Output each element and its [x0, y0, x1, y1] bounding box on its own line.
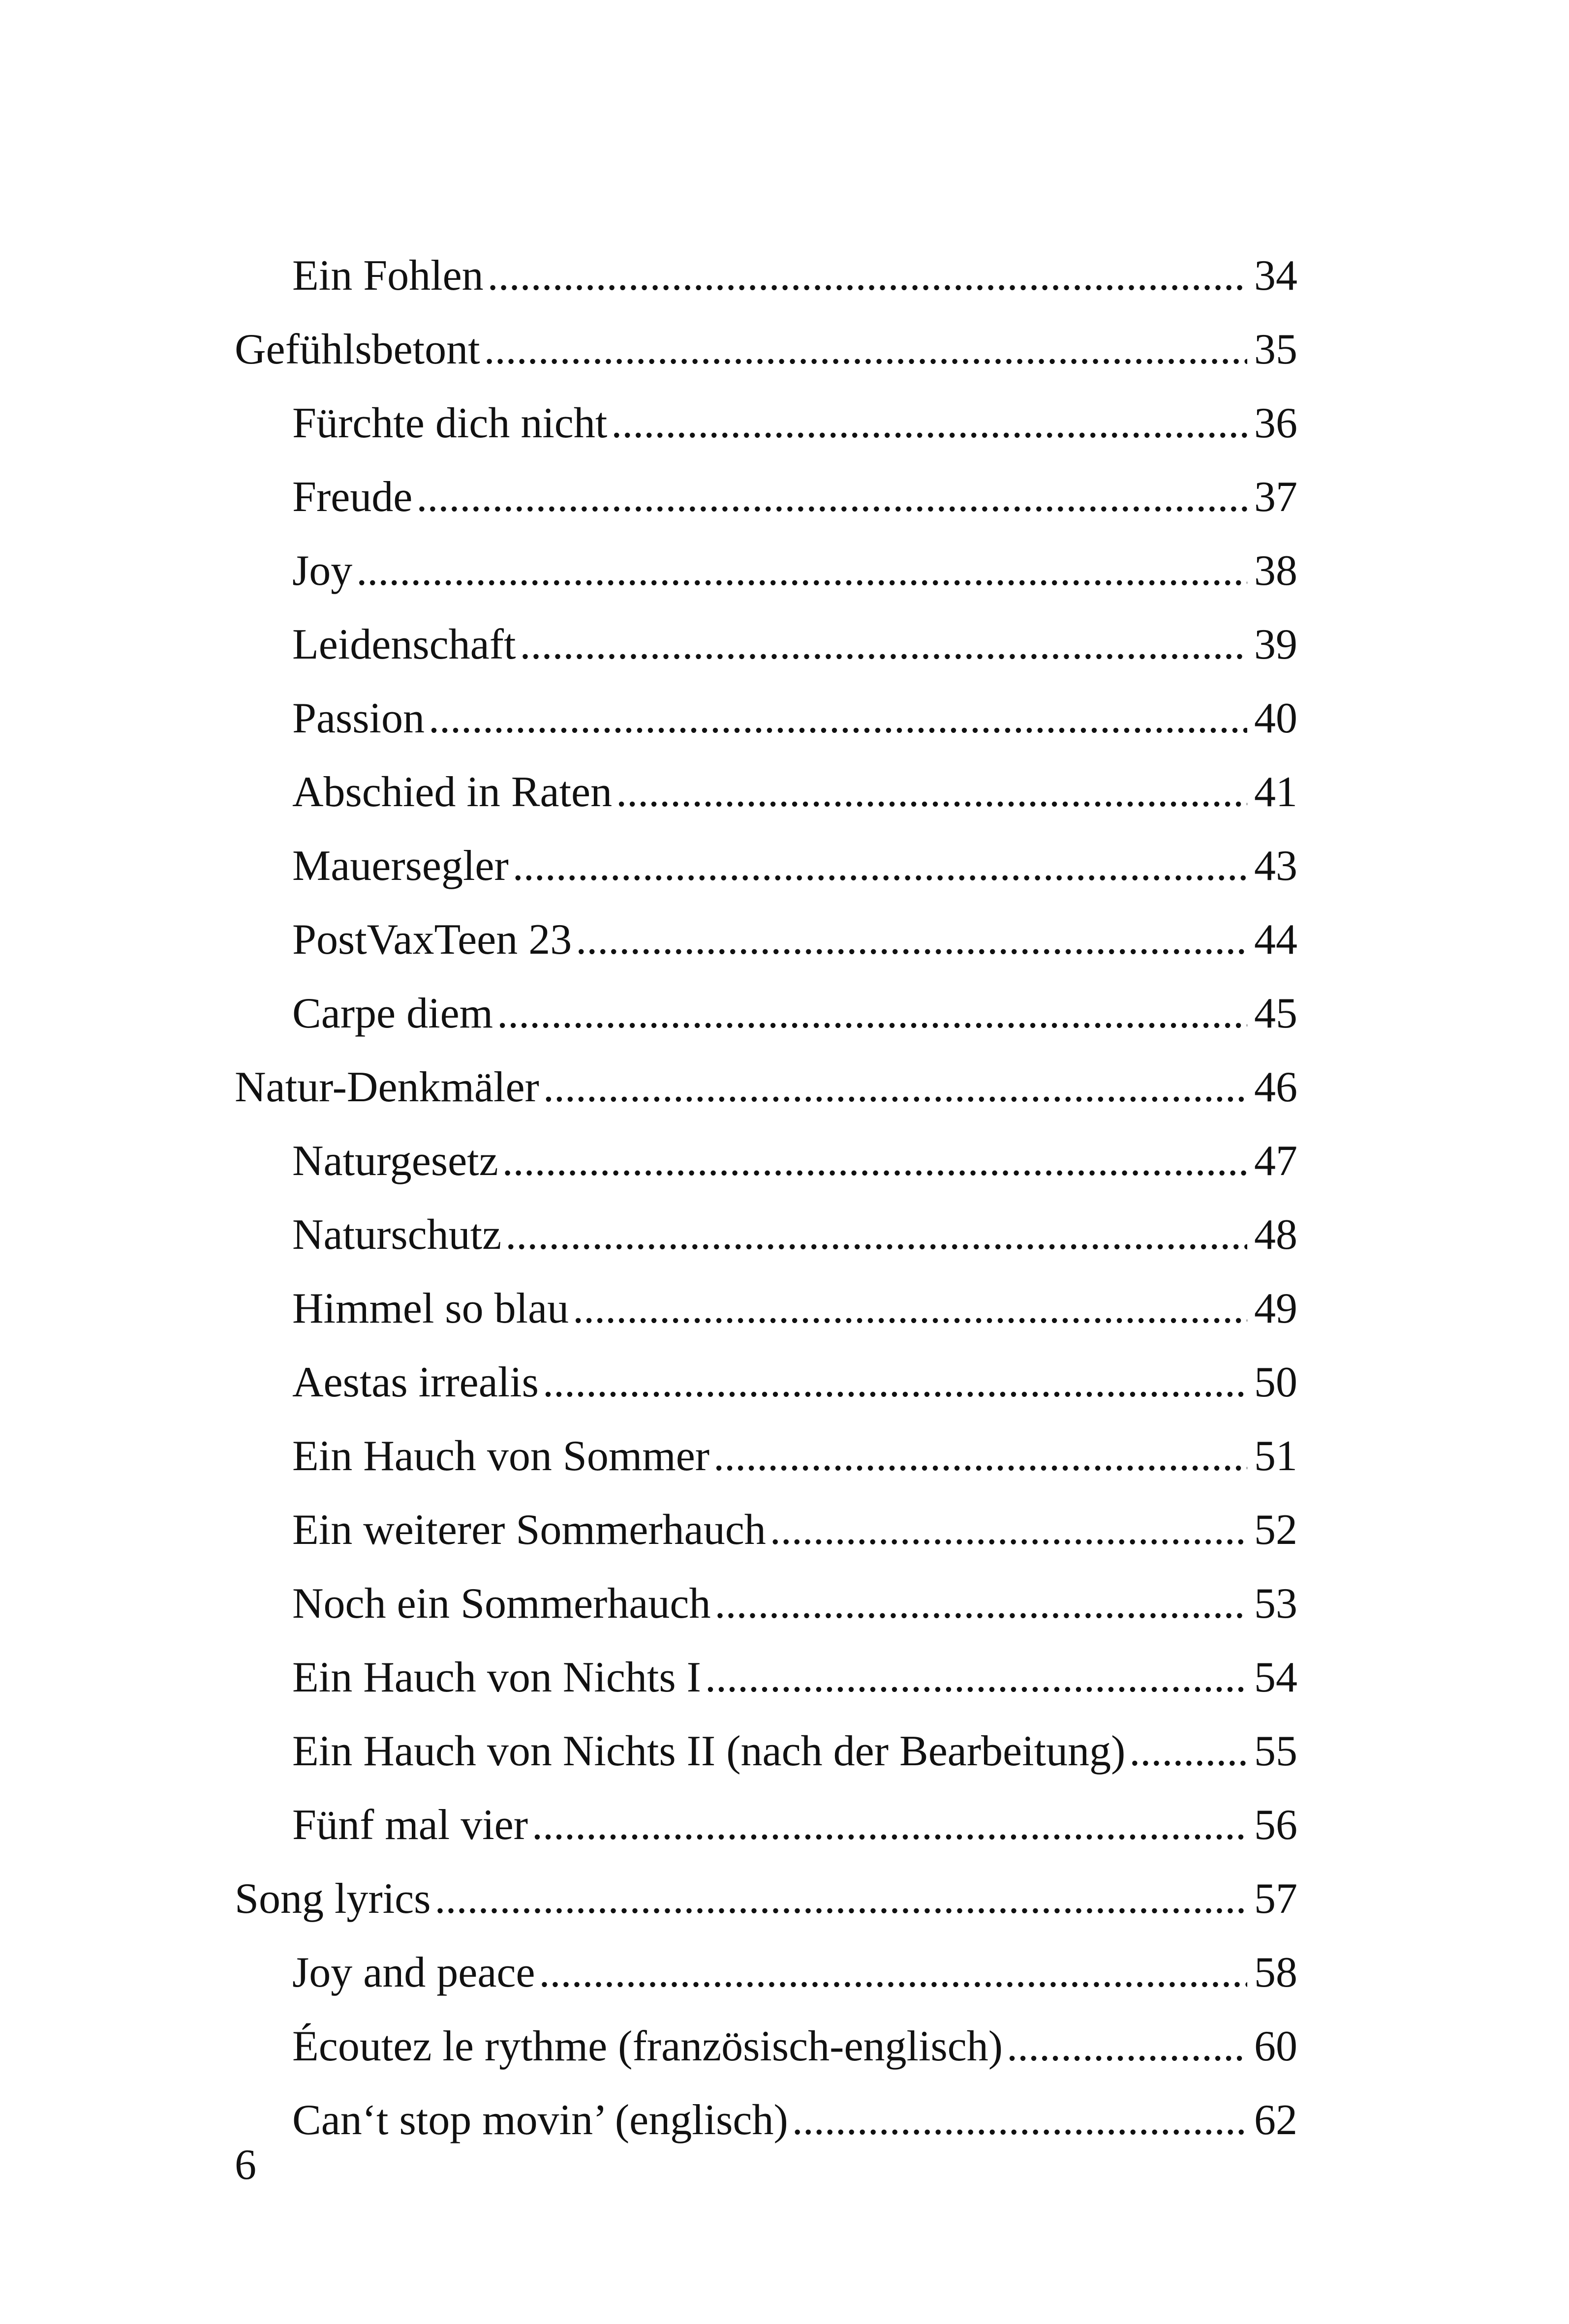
- table-of-contents: [235, 239, 1297, 2157]
- toc-dot-leader: [792, 2083, 1247, 2157]
- toc-entry: [235, 829, 1297, 903]
- toc-entry-title: Noch ein Sommerhauch: [292, 1580, 711, 1628]
- toc-dot-leader: [484, 313, 1247, 387]
- toc-dot-leader: [573, 1272, 1247, 1346]
- toc-entry-title: Ein weiterer Sommerhauch: [292, 1506, 766, 1554]
- toc-entry-page: 47: [1254, 1137, 1297, 1185]
- toc-entry: [235, 387, 1297, 460]
- toc-entry: [235, 1788, 1297, 1862]
- toc-dot-leader: [532, 1788, 1247, 1862]
- toc-entry: [235, 2083, 1297, 2157]
- toc-entry-title: Naturschutz: [292, 1211, 502, 1259]
- toc-entry-page: 50: [1254, 1358, 1297, 1406]
- toc-entry: [235, 1936, 1297, 2010]
- toc-entry: [235, 1124, 1297, 1198]
- toc-entry-page: 40: [1254, 694, 1297, 742]
- toc-entry: [235, 682, 1297, 755]
- toc-entry-page: 44: [1254, 916, 1297, 964]
- toc-dot-leader: [1129, 1715, 1247, 1788]
- toc-dot-leader: [714, 1567, 1247, 1641]
- toc-entry: [235, 977, 1297, 1051]
- toc-entry-page: 39: [1254, 621, 1297, 668]
- toc-entry-page: 62: [1254, 2096, 1297, 2144]
- toc-dot-leader: [1007, 2010, 1247, 2083]
- toc-entry-page: 57: [1254, 1875, 1297, 1923]
- toc-dot-leader: [513, 829, 1247, 903]
- toc-entry-title: Ein Hauch von Nichts I: [292, 1654, 701, 1701]
- toc-entry: [235, 1198, 1297, 1272]
- toc-entry-title: Passion: [292, 694, 425, 742]
- toc-dot-leader: [543, 1051, 1247, 1124]
- toc-dot-leader: [616, 755, 1247, 829]
- toc-entry: [235, 1715, 1297, 1788]
- toc-entry: [235, 1419, 1297, 1493]
- toc-entry: [235, 1272, 1297, 1346]
- toc-entry-title: Gefühlsbetont: [235, 326, 480, 373]
- toc-dot-leader: [543, 1346, 1247, 1419]
- toc-entry-page: 55: [1254, 1727, 1297, 1775]
- toc-entry-title: Himmel so blau: [292, 1285, 569, 1332]
- toc-entry-title: Leidenschaft: [292, 621, 516, 668]
- toc-dot-leader: [416, 460, 1247, 534]
- toc-entry-title: Abschied in Raten: [292, 768, 613, 816]
- toc-entry-page: 46: [1254, 1063, 1297, 1111]
- toc-dot-leader: [356, 534, 1247, 608]
- toc-section-entry: [235, 1051, 1297, 1124]
- toc-entry-page: 56: [1254, 1801, 1297, 1849]
- page-number: 6: [235, 2141, 256, 2189]
- toc-entry-page: 37: [1254, 473, 1297, 521]
- toc-entry: [235, 2010, 1297, 2083]
- toc-entry-title: Aestas irrealis: [292, 1358, 539, 1406]
- toc-entry-page: 36: [1254, 399, 1297, 447]
- toc-entry-page: 35: [1254, 326, 1297, 373]
- toc-entry-title: Joy: [292, 547, 353, 595]
- toc-entry-page: 51: [1254, 1432, 1297, 1480]
- toc-entry-title: Écoutez le rythme (französisch-englisch): [292, 2022, 1003, 2070]
- toc-section-entry: [235, 1862, 1297, 1936]
- toc-dot-leader: [497, 977, 1247, 1051]
- toc-entry-title: Mauersegler: [292, 842, 509, 890]
- toc-entry-page: 58: [1254, 1949, 1297, 1996]
- toc-entry-page: 34: [1254, 252, 1297, 300]
- toc-entry: [235, 1493, 1297, 1567]
- toc-dot-leader: [770, 1493, 1247, 1567]
- toc-entry: [235, 534, 1297, 608]
- toc-entry: [235, 755, 1297, 829]
- toc-dot-leader: [713, 1419, 1247, 1493]
- toc-entry-title: Can‘t stop movin’ (englisch): [292, 2096, 788, 2144]
- toc-entry-page: 52: [1254, 1506, 1297, 1554]
- toc-entry-title: Song lyrics: [235, 1875, 431, 1923]
- toc-dot-leader: [505, 1198, 1247, 1272]
- toc-dot-leader: [502, 1124, 1247, 1198]
- toc-entry: [235, 460, 1297, 534]
- toc-section-entry: [235, 313, 1297, 387]
- toc-dot-leader: [434, 1862, 1247, 1936]
- toc-dot-leader: [429, 682, 1247, 755]
- toc-entry-page: 54: [1254, 1654, 1297, 1701]
- toc-entry-title: Ein Hauch von Nichts II (nach der Bearbeitung): [292, 1727, 1126, 1775]
- toc-entry: [235, 1641, 1297, 1715]
- toc-entry-page: 43: [1254, 842, 1297, 890]
- toc-entry-title: Ein Fohlen: [292, 252, 484, 300]
- toc-entry-title: PostVaxTeen 23: [292, 916, 572, 964]
- toc-entry-title: Fünf mal vier: [292, 1801, 528, 1849]
- toc-entry-page: 45: [1254, 990, 1297, 1037]
- toc-dot-leader: [705, 1641, 1247, 1715]
- toc-entry-title: Fürchte dich nicht: [292, 399, 608, 447]
- toc-entry-page: 49: [1254, 1285, 1297, 1332]
- toc-entry-page: 53: [1254, 1580, 1297, 1628]
- toc-entry: [235, 608, 1297, 682]
- toc-entry-title: Natur-Denkmäler: [235, 1063, 539, 1111]
- toc-entry-page: 48: [1254, 1211, 1297, 1259]
- toc-dot-leader: [539, 1936, 1247, 2010]
- toc-entry: [235, 1567, 1297, 1641]
- toc-entry-page: 60: [1254, 2022, 1297, 2070]
- toc-entry: [235, 239, 1297, 313]
- toc-entry: [235, 1346, 1297, 1419]
- toc-dot-leader: [520, 608, 1247, 682]
- toc-dot-leader: [576, 903, 1247, 977]
- toc-entry-page: 38: [1254, 547, 1297, 595]
- toc-entry-title: Joy and peace: [292, 1949, 535, 1996]
- toc-entry: [235, 903, 1297, 977]
- toc-entry-title: Freude: [292, 473, 413, 521]
- toc-entry-title: Ein Hauch von Sommer: [292, 1432, 710, 1480]
- toc-entry-title: Carpe diem: [292, 990, 493, 1037]
- toc-dot-leader: [488, 239, 1247, 313]
- toc-entry-title: Naturgesetz: [292, 1137, 498, 1185]
- toc-entry-page: 41: [1254, 768, 1297, 816]
- toc-dot-leader: [611, 387, 1247, 460]
